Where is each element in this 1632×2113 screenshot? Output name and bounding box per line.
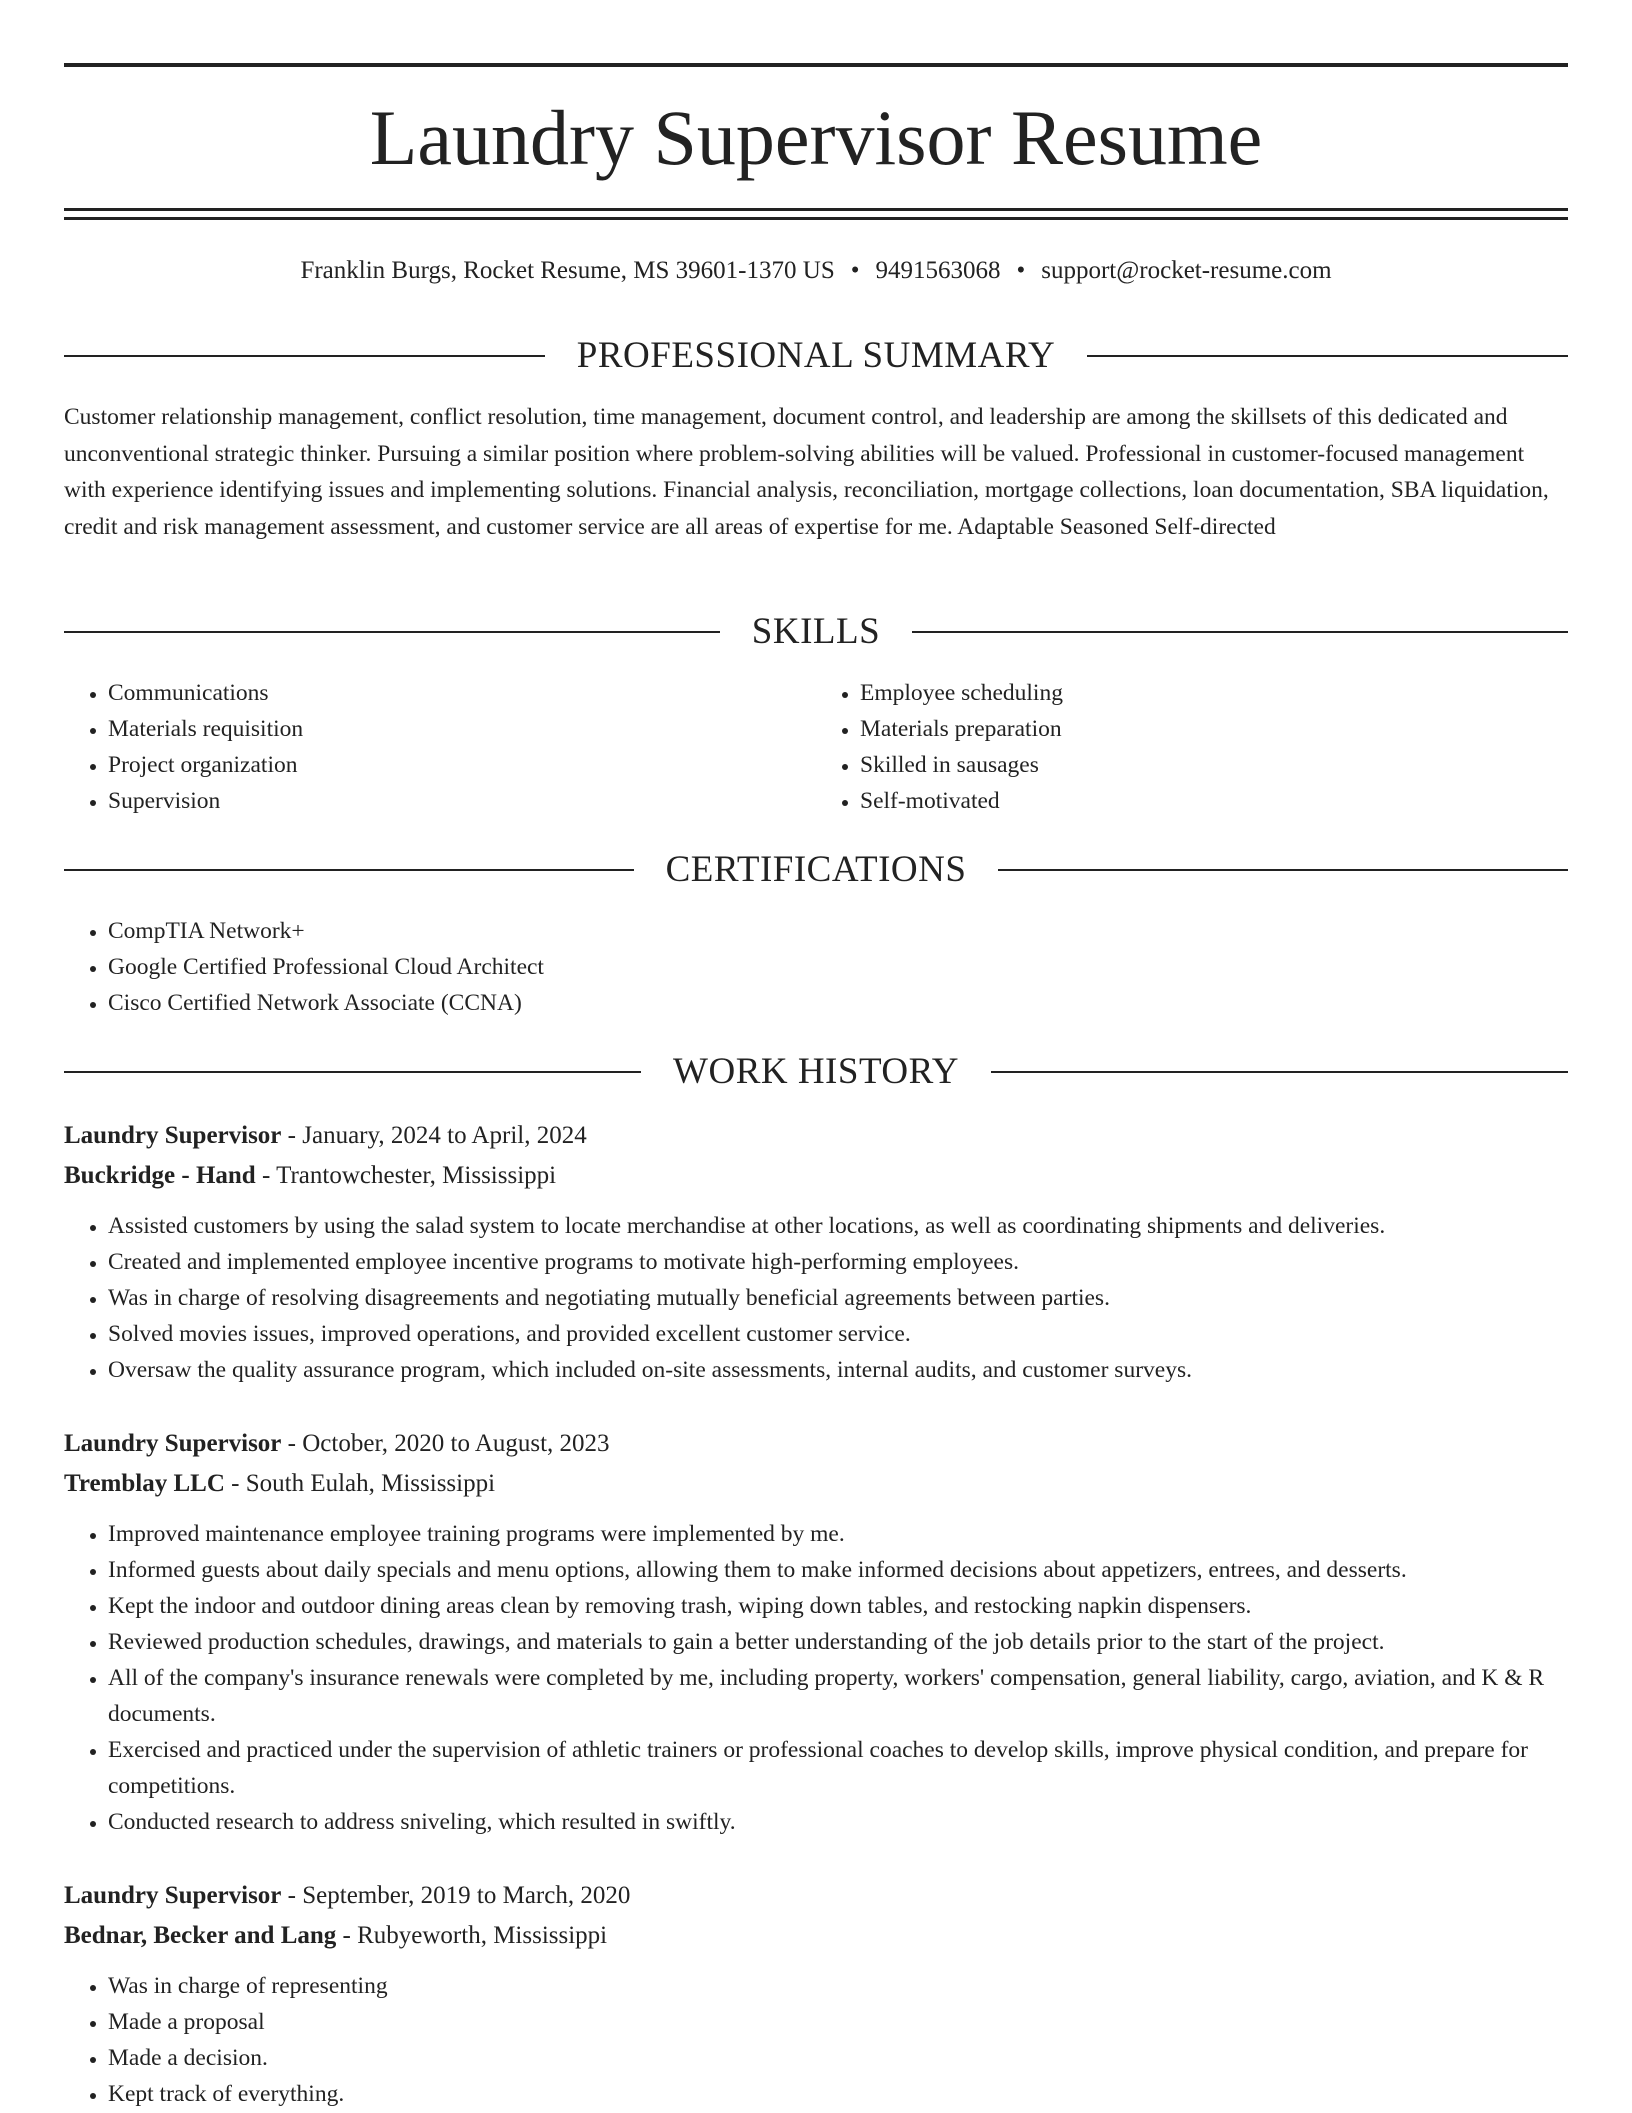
contact-email: support@rocket-resume.com (1041, 257, 1332, 284)
job-title: Laundry Supervisor (64, 1882, 282, 1909)
contact-separator: • (850, 257, 860, 284)
job-title: Laundry Supervisor (64, 1430, 282, 1457)
job-bullet: • Assisted customers by using the salad system to locate merchandise at other locations, as well as coordinating shipments and deliveries. (108, 1208, 1568, 1244)
job-bullet: • Made a decision. (108, 2040, 1568, 2076)
skills-list-left (64, 675, 816, 819)
job-bullet: • Reviewed production schedules, drawings, and materials to gain a better understanding of the job details prior to the start of the project. (108, 1624, 1568, 1660)
job-location: - South Eulah, Mississippi (224, 1470, 496, 1497)
contact-address: Franklin Burgs, Rocket Resume, MS 39601-1370 US (300, 257, 835, 284)
job-company-line (64, 1156, 1568, 1196)
job-dates: - October, 2020 to August, 2023 (281, 1430, 610, 1457)
job-title-line (64, 1424, 1568, 1464)
job-title: Laundry Supervisor (64, 1122, 282, 1149)
job-bullet: • Improved maintenance employee training programs were implemented by me. (108, 1516, 1568, 1552)
job-location: - Trantowchester, Mississippi (255, 1162, 557, 1189)
job-dates: - January, 2024 to April, 2024 (281, 1122, 587, 1149)
top-rule (64, 63, 1568, 67)
job-company: Buckridge - Hand (64, 1162, 256, 1189)
summary-block (64, 399, 1568, 545)
skill-item: • Materials requisition (108, 711, 816, 747)
skill-item: • Supervision (108, 783, 816, 819)
section-rule (998, 869, 1568, 871)
skill-item: • Employee scheduling (860, 675, 1568, 711)
section-rule (991, 1071, 1568, 1073)
skill-item: • Communications (108, 675, 816, 711)
job-company-line (64, 1916, 1568, 1956)
skill-item: • Project organization (108, 747, 816, 783)
section-header-skills (64, 610, 1568, 654)
job-bullet: • Solved movies issues, improved operations, and provided excellent customer service. (108, 1316, 1568, 1352)
skill-item: • Self-motivated (860, 783, 1568, 819)
job-company: Bednar, Becker and Lang (64, 1922, 337, 1949)
certification-item: • CompTIA Network+ (108, 913, 1568, 949)
certification-item: • Google Certified Professional Cloud Architect (108, 949, 1568, 985)
section-rule (64, 355, 545, 357)
job-bullets (64, 1208, 1568, 1388)
job-bullets (64, 1516, 1568, 1840)
title-double-rule (64, 208, 1568, 220)
job-company: Tremblay LLC (64, 1470, 225, 1497)
job-title-line (64, 1116, 1568, 1156)
contact-line (64, 254, 1568, 288)
job-entry (64, 1424, 1568, 1840)
section-title-work: WORK HISTORY (673, 1051, 959, 1092)
job-bullet: • Exercised and practiced under the supervision of athletic trainers or professional coaches to develop skills, improve physical condition, and prepare for competitions. (108, 1732, 1568, 1804)
job-bullet: • Made a proposal (108, 2004, 1568, 2040)
job-bullet: • Kept track of everything. (108, 2076, 1568, 2112)
job-entry (64, 1116, 1568, 1388)
section-header-certifications (64, 848, 1568, 892)
job-company-line (64, 1464, 1568, 1504)
certifications-list (64, 913, 1568, 1021)
job-bullet: • Was in charge of resolving disagreements and negotiating mutually beneficial agreements between parties. (108, 1280, 1568, 1316)
skills-list-right (816, 675, 1568, 819)
skills-block (64, 675, 1568, 819)
job-dates: - September, 2019 to March, 2020 (281, 1882, 631, 1909)
section-title-skills: SKILLS (751, 611, 881, 652)
certification-item: • Cisco Certified Network Associate (CCNA) (108, 985, 1568, 1021)
job-entry (64, 1876, 1568, 2112)
job-location: - Rubyeworth, Mississippi (336, 1922, 608, 1949)
job-bullet: • Conducted research to address sniveling, which resulted in swiftly. (108, 1804, 1568, 1840)
section-rule (1087, 355, 1568, 357)
skill-item: • Skilled in sausages (860, 747, 1568, 783)
job-bullet: • Kept the indoor and outdoor dining areas clean by removing trash, wiping down tables, and restocking napkin dispensers. (108, 1588, 1568, 1624)
contact-phone: 9491563068 (875, 257, 1001, 284)
summary-text: Customer relationship management, conflict resolution, time management, document control, and leadership are among the skillsets of this dedicated and unconventional strategic thinker. Pursuing a similar position where problem-solving abilities will be valued. Professional in customer-focused management with experience identifying issues and implementing solutions. Financial analysis, reconciliation, mortgage collections, loan documentation, SBA liquidation, credit and risk management assessment, and customer service are all areas of expertise for me. Adaptable Seasoned Self-directed (64, 404, 1549, 540)
section-title-summary: PROFESSIONAL SUMMARY (576, 335, 1056, 376)
contact-separator: • (1016, 257, 1026, 284)
job-bullet: • Was in charge of representing (108, 1968, 1568, 2004)
section-rule (64, 631, 720, 633)
job-bullet: • Informed guests about daily specials and menu options, allowing them to make informed decisions about appetizers, entrees, and desserts. (108, 1552, 1568, 1588)
job-bullet: • Oversaw the quality assurance program, which included on-site assessments, internal audits, and customer surveys. (108, 1352, 1568, 1388)
section-header-work (64, 1050, 1568, 1094)
section-rule (912, 631, 1568, 633)
section-title-certifications: CERTIFICATIONS (665, 849, 967, 890)
resume-title: Laundry Supervisor Resume (369, 94, 1263, 181)
job-bullets (64, 1968, 1568, 2112)
section-header-summary (64, 334, 1568, 378)
job-title-line (64, 1876, 1568, 1916)
certifications-block (64, 913, 1568, 1021)
section-rule (64, 1071, 641, 1073)
job-bullet: • Created and implemented employee incentive programs to motivate high-performing employees. (108, 1244, 1568, 1280)
skill-item: • Materials preparation (860, 711, 1568, 747)
job-bullet: • All of the company's insurance renewals were completed by me, including property, workers' compensation, general liability, cargo, aviation, and K & R documents. (108, 1660, 1568, 1732)
section-rule (64, 869, 634, 871)
